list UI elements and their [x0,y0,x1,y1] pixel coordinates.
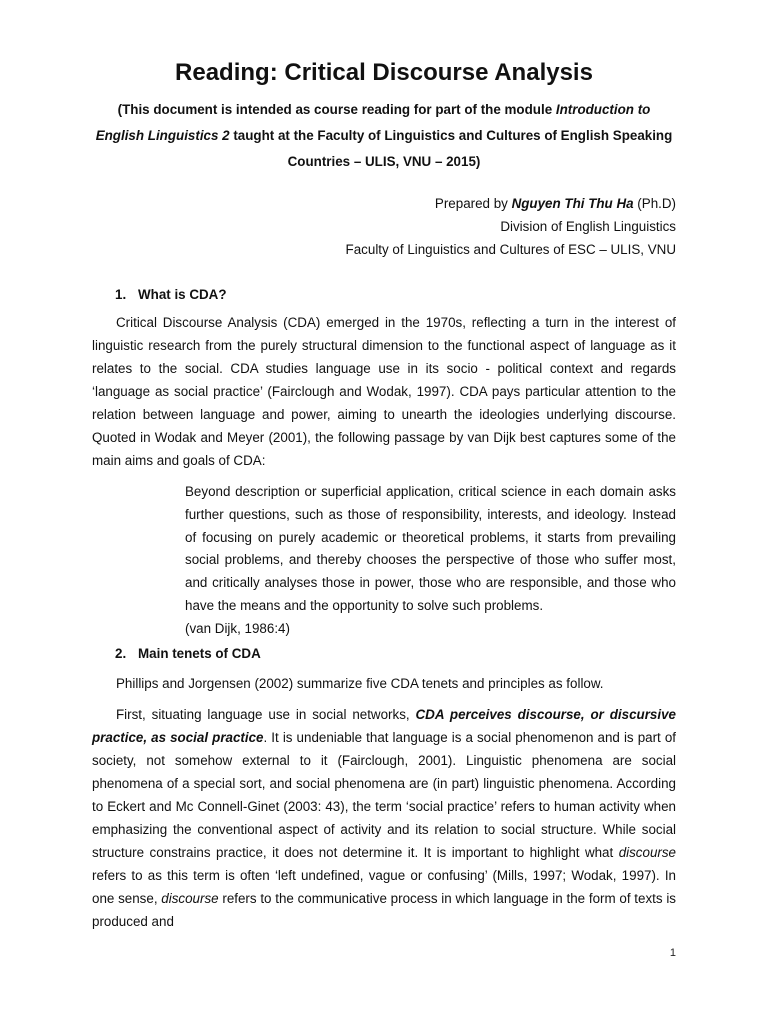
author-suffix: (Ph.D) [633,196,676,211]
first-para-term-1: discourse [618,845,676,860]
subtitle-text-2: taught at the Faculty of Linguistics and Cultures of English Speaking Countries – ULIS, VNU – 2015) [229,128,673,169]
author-faculty: Faculty of Linguistics and Cultures of ESC – ULIS, VNU [345,242,676,257]
section-1-paragraph: Critical Discourse Analysis (CDA) emerged in the 1970s, reflecting a turn in the interest of linguistic research from the purely structural dimension to the functional aspect of language as it relates to the social. CDA studies language use in its socio - political context and regards ‘language as social practice’ (Fairclough and Wodak, 1997). CDA pays particular attention to the relation between language and power, aiming to unearth the ideologies underlying discourse. Quoted in Wodak and Meyer (2001), the following passage by van Dijk best captures some of the main aims and goals of CDA: [92,315,676,468]
document-subtitle [92,97,676,175]
first-para-lead: First, situating language use in social networks, [116,707,416,722]
section-2-number: 2. [115,646,127,661]
section-2-intro: Phillips and Jorgensen (2002) summarize five CDA tenets and principles as follow. [116,676,604,691]
author-division: Division of English Linguistics [500,219,676,234]
author-name: Nguyen Thi Thu Ha [511,196,634,211]
first-para-text-c: refers to the communicative process in which language in the form of texts is produced and [92,891,676,929]
first-para-term-2: discourse [161,891,219,906]
block-quote-text: Beyond description or superficial application, critical science in each domain asks further questions, such as those of responsibility, interests, and ideology. Instead of focusing on purely academic or theoretical problems, it starts from prevailing social problems, and thereby chooses the perspective of those who suffer most, and critically analyses those in power, those who are responsible, and those who have the means and the opportunity to solve such problems. [185,484,676,613]
first-para-text-b: refers to as this term is often ‘left undefined, vague or confusing’ (Mills, 1997; Wodak, 1997). In one sense, [92,868,676,906]
section-1-heading [115,285,227,305]
document-title: Reading: Critical Discourse Analysis [175,59,593,86]
section-2-heading [115,644,261,664]
block-quote-citation: (van Dijk, 1986:4) [185,620,290,636]
first-para-emphasis: CDA perceives discourse, or discursive practice, as social practice [92,707,676,745]
subtitle-text-1: (This document is intended as course reading for part of the module [117,102,556,117]
section-1-number: 1. [115,287,127,302]
section-2-title: Main tenets of CDA [138,646,261,661]
page-number: 1 [669,947,676,959]
section-1-title: What is CDA? [138,287,227,302]
prepared-prefix: Prepared by [434,196,512,211]
section-2-paragraph-first [92,703,676,933]
prepared-by-line [276,192,676,215]
first-para-text-a: . It is undeniable that language is a social phenomenon and is part of society, not somehow external to it (Fairclough, 2001). Linguistic phenomena are social phenomena of a special sort, and social phenomena are (in part) linguistic phenomena. According to Eckert and Mc Connell-Ginet (2003: 43), the term ‘social practice’ refers to human activity when emphasizing the conventional aspect of activity and its relation to social structure. While social structure constrains practice, it does not determine it. It is important to highlight what [92,730,676,860]
subtitle-module-name: Introduction to English Linguistics 2 [95,102,651,143]
block-quote [185,481,676,641]
author-block [276,192,676,261]
